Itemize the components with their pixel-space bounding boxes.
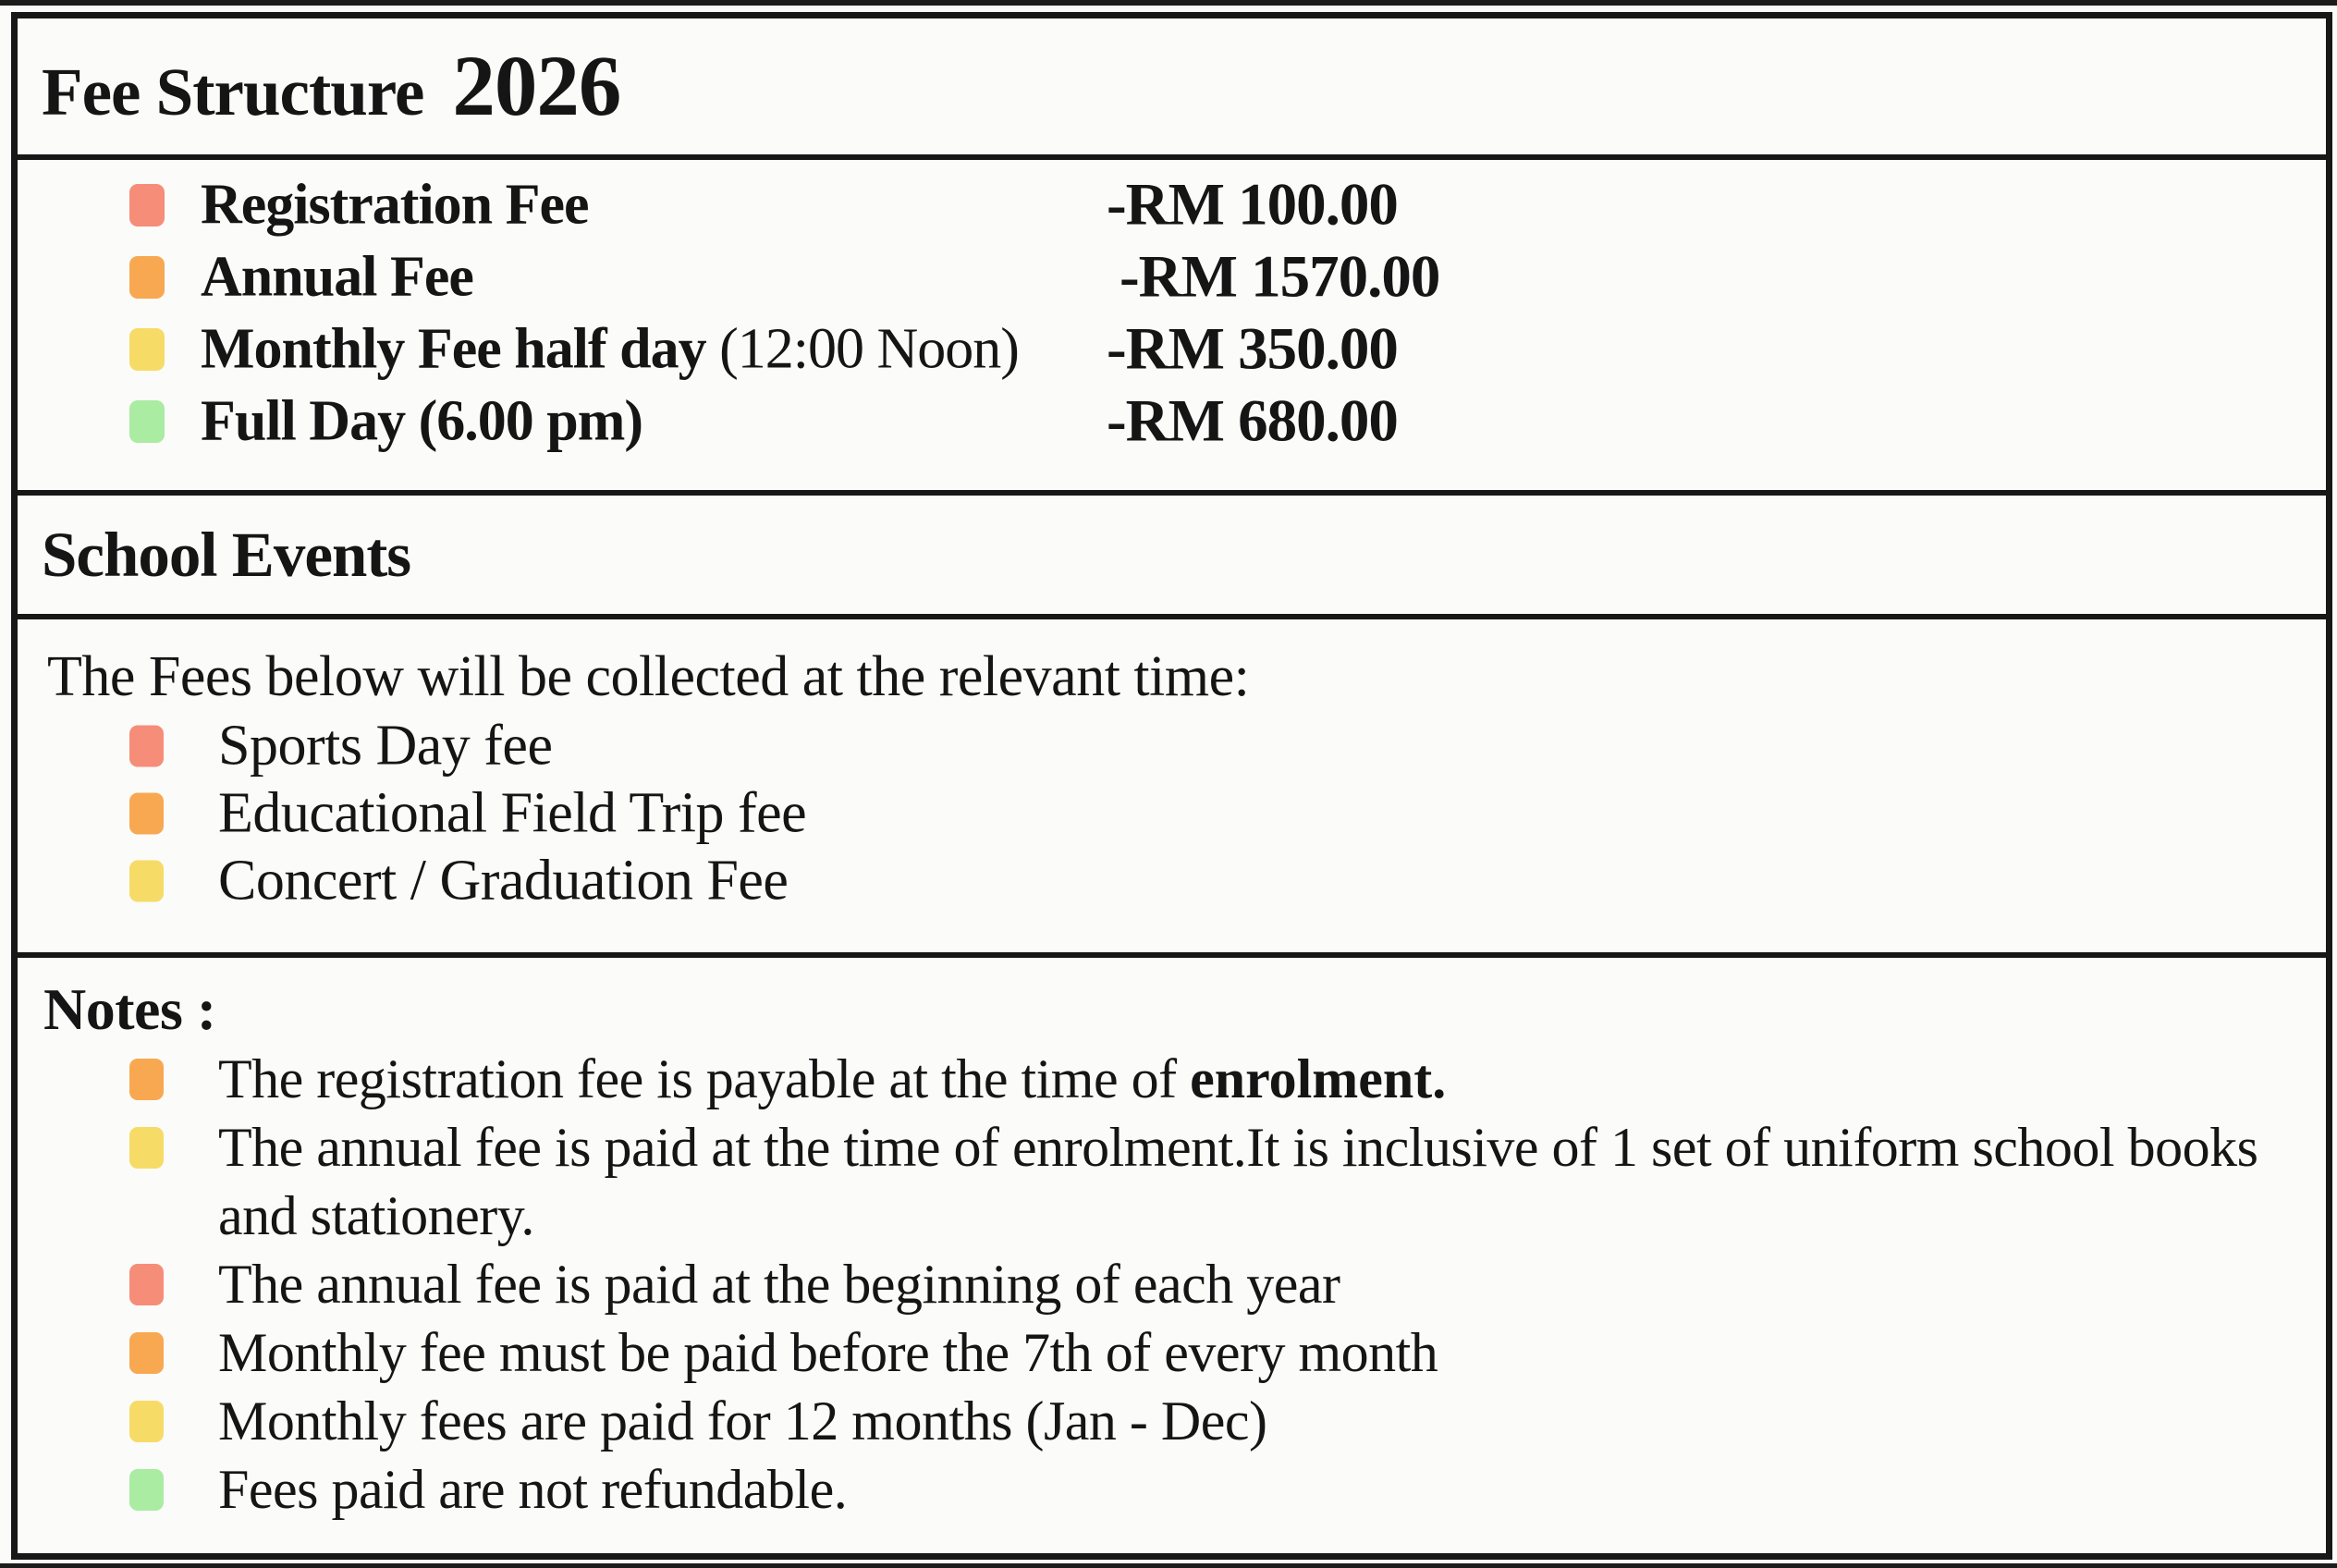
bullet-icon xyxy=(129,184,165,227)
note-item xyxy=(18,1045,2326,1113)
fee-item xyxy=(18,313,2326,386)
notes-section xyxy=(18,958,2326,1553)
fee-label: Registration Fee xyxy=(201,173,589,237)
fee-amount: -RM 100.00 xyxy=(1107,171,1398,239)
bullet-icon xyxy=(129,725,164,766)
fee-item xyxy=(18,386,2326,458)
school-events-title: School Events xyxy=(42,519,411,590)
event-label: Sports Day fee xyxy=(218,714,553,777)
fee-structure-table xyxy=(11,12,2332,1560)
events-intro-text: The Fees below will be collected at the relevant time: xyxy=(47,645,1250,708)
bullet-icon xyxy=(129,400,165,443)
fee-amount: -RM 680.00 xyxy=(1107,387,1398,455)
event-label: Educational Field Trip fee xyxy=(218,781,807,844)
page-title xyxy=(42,39,621,134)
bullet-icon xyxy=(129,860,164,901)
fee-amount: -RM 1570.00 xyxy=(1120,243,1440,311)
fee-amount: -RM 350.00 xyxy=(1107,315,1398,383)
note-item xyxy=(18,1318,2326,1387)
bullet-icon xyxy=(129,1264,164,1305)
page-title-year: 2026 xyxy=(452,39,621,134)
note-text: The registration fee is payable at the time of enrolment. xyxy=(218,1048,1447,1109)
note-text: The annual fee is paid at the beginning of each year xyxy=(218,1254,1340,1315)
fee-item xyxy=(18,241,2326,313)
school-events-header-section xyxy=(18,496,2326,619)
event-item xyxy=(18,847,2326,914)
header-section xyxy=(18,18,2326,160)
note-text: Fees paid are not refundable. xyxy=(218,1459,848,1520)
fee-label: Annual Fee xyxy=(201,245,473,309)
bullet-icon xyxy=(129,1469,164,1511)
bullet-icon xyxy=(129,1127,164,1169)
event-item xyxy=(18,712,2326,779)
note-item xyxy=(18,1250,2326,1318)
event-item xyxy=(18,779,2326,847)
note-text: Monthly fees are paid for 12 months (Jan - Dec) xyxy=(218,1390,1267,1452)
fees-section xyxy=(18,160,2326,496)
fee-item xyxy=(18,169,2326,241)
bullet-icon xyxy=(129,328,165,371)
note-item xyxy=(18,1387,2326,1455)
fee-label: Full Day (6.00 pm) xyxy=(201,389,642,453)
note-text: Monthly fee must be paid before the 7th of every month xyxy=(218,1322,1438,1383)
event-label: Concert / Graduation Fee xyxy=(218,849,789,912)
bullet-icon xyxy=(129,1059,164,1100)
bullet-icon xyxy=(129,1332,164,1374)
notes-title: Notes : xyxy=(43,976,216,1042)
fee-label: Monthly Fee half day (12:00 Noon) xyxy=(201,317,1019,381)
school-events-list-section xyxy=(18,619,2326,958)
bottom-edge-scan-line xyxy=(0,1563,2337,1568)
note-text: The annual fee is paid at the time of enrolment.It is inclusive of 1 set of uniform school books and stationery. xyxy=(218,1117,2258,1246)
bullet-icon xyxy=(129,792,164,834)
bullet-icon xyxy=(129,256,165,299)
bullet-icon xyxy=(129,1401,164,1442)
page-title-text: Fee Structure xyxy=(42,55,424,129)
top-edge-scan-line xyxy=(0,0,2337,6)
note-item xyxy=(18,1113,2326,1250)
note-item xyxy=(18,1455,2326,1524)
